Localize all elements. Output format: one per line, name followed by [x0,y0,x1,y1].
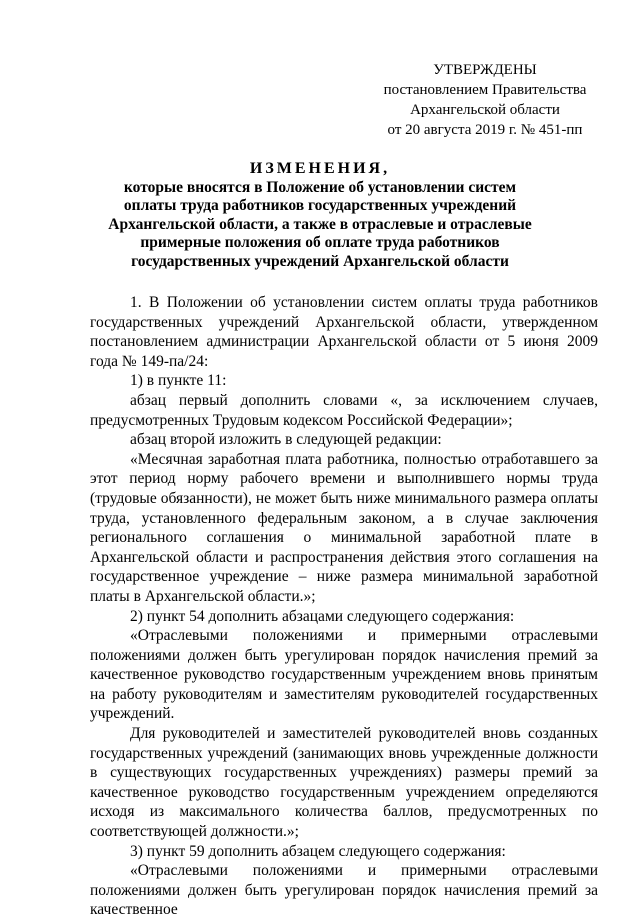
title-line: которые вносятся в Положение об установлении систем [123,178,517,196]
document-body [90,293,598,920]
title-line: государственных учреждений Архангельской области [131,252,509,270]
paragraph: «Отраслевыми положениями и примерными отраслевыми положениями должен быть урегулирован порядок начисления премий за качественное руководство государственным учреждением вновь принятым на работу руководителям и заместителям руководителей государственных учреждений. [90,627,598,723]
paragraph: 1. В Положении об установлении систем оплаты труда работников государственных учреждений Архангельской области, утвержденном постановлением администрации Архангельской области от 5 июня 2009 года № 149-па/24: [90,294,598,370]
paragraph: 1) в пункте 11: [130,372,227,390]
paragraph: абзац первый дополнить словами «, за исключением случаев, предусмотренных Трудовым кодексом Российской Федерации»; [90,391,598,429]
paragraph: «Месячная заработная плата работника, полностью отработавшего за этот период норму рабочего времени и выполнившего нормы труда (трудовые обязанности), не может быть ниже минимального размера оплаты труда, установленного федеральным законом, а в случае заключения регионального соглашения о минимальной заработной плате в Архангельской области и распространения действия этого соглашения на государственное учреждение – ниже размера минимальной заработной платы в Архангельской области.»; [90,450,598,605]
title-heading: ИЗМЕНЕНИЯ, [249,160,391,177]
approval-line: постановлением Правительства [383,82,587,98]
title-line: примерные положения об оплате труда работников [140,234,500,251]
title-line: оплаты труда работников государственных учреждений [123,197,517,214]
approval-line: от 20 августа 2019 г. № 451-пп [387,122,583,138]
approval-line: УТВЕРЖДЕНЫ [433,62,537,78]
paragraph: абзац второй изложить в следующей редакции: [130,431,442,449]
paragraph: 2) пункт 54 дополнить абзацами следующего содержания: [130,607,515,625]
approval-stamp [380,60,590,140]
title-line: Архангельской области, а также в отраслевые и отраслевые [108,215,532,233]
paragraph: «Отраслевыми положениями и примерными отраслевыми положениями должен быть урегулирован порядок начисления премий за качественное [90,862,598,919]
approval-line: Архангельской области [410,102,560,118]
paragraph: 3) пункт 59 дополнить абзацем следующего содержания: [130,842,506,860]
paragraph: Для руководителей и заместителей руководителей вновь созданных государственных учреждений (занимающих вновь учрежденные должности в существующих государственных учреждениях) размеры премий за качественное руководство государственным учреждением определяются исходя из максимального количества баллов, предусмотренных по соответствующей должности.»; [90,725,598,841]
document-title [90,160,550,271]
